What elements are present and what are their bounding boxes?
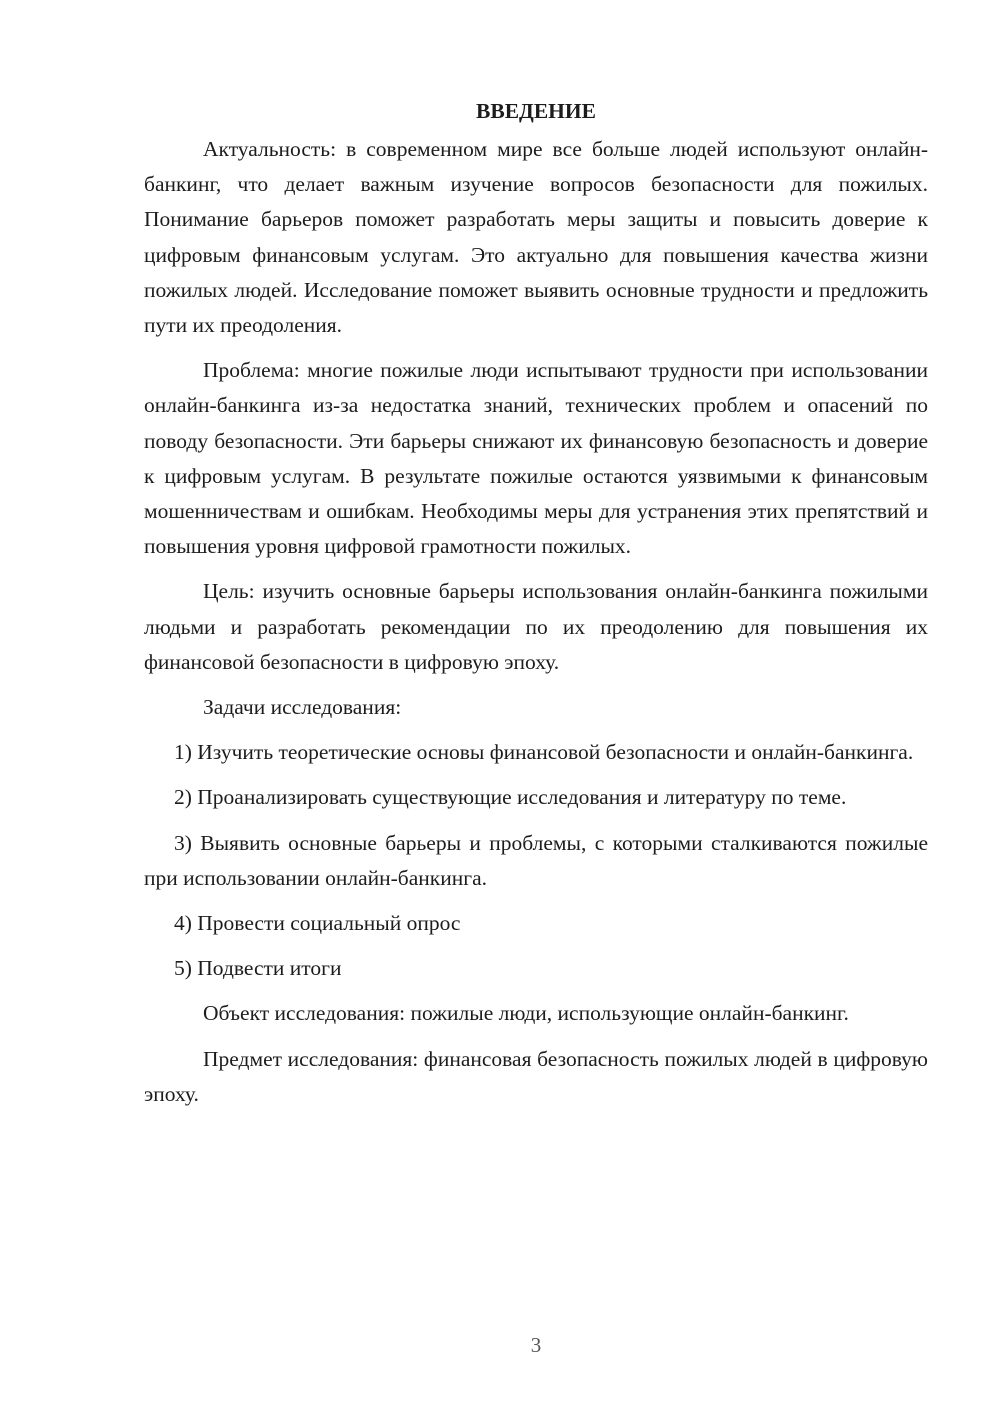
page-number: 3 xyxy=(530,1333,542,1357)
relevance-paragraph: Актуальность: в современном мире все больше людей используют онлайн-банкинг, что делает важным изучение вопросов безопасности для пожилых. Понимание барьеров поможет разработать меры защиты и повысить доверие к цифровым финансовым услугам. Это актуально для повышения качества жизни пожилых людей. Исследование поможет выявить основные трудности и предложить пути их преодоления. xyxy=(144,137,928,338)
object-paragraph: Объект исследования: пожилые люди, использующие онлайн-банкинг. xyxy=(203,1001,849,1026)
section-title: ВВЕДЕНИЕ xyxy=(476,99,596,123)
task-item-1: 1) Изучить теоретические основы финансовой безопасности и онлайн-банкинга. xyxy=(174,740,914,765)
task-item-5: 5) Подвести итоги xyxy=(174,956,342,981)
page-content xyxy=(144,96,928,1122)
task-item-4: 4) Провести социальный опрос xyxy=(174,911,461,936)
goal-paragraph: Цель: изучить основные барьеры использования онлайн-банкинга пожилыми людьми и разработать рекомендации по их преодолению для повышения их финансовой безопасности в цифровую эпоху. xyxy=(144,579,928,674)
task-item-2: 2) Проанализировать существующие исследования и литературу по теме. xyxy=(174,785,847,810)
task-item-3: 3) Выявить основные барьеры и проблемы, с которыми сталкиваются пожилые при использовании онлайн-банкинга. xyxy=(144,830,928,890)
problem-paragraph: Проблема: многие пожилые люди испытывают трудности при использовании онлайн-банкинга из-за недостатка знаний, технических проблем и опасений по поводу безопасности. Эти барьеры снижают их финансовую безопасность и доверие к цифровым услугам. В результате пожилые остаются уязвимыми к финансовым мошенничествам и ошибкам. Необходимы меры для устранения этих препятствий и повышения уровня цифровой грамотности пожилых. xyxy=(144,358,928,559)
tasks-heading: Задачи исследования: xyxy=(203,695,402,720)
subject-paragraph: Предмет исследования: финансовая безопасность пожилых людей в цифровую эпоху. xyxy=(144,1046,928,1106)
